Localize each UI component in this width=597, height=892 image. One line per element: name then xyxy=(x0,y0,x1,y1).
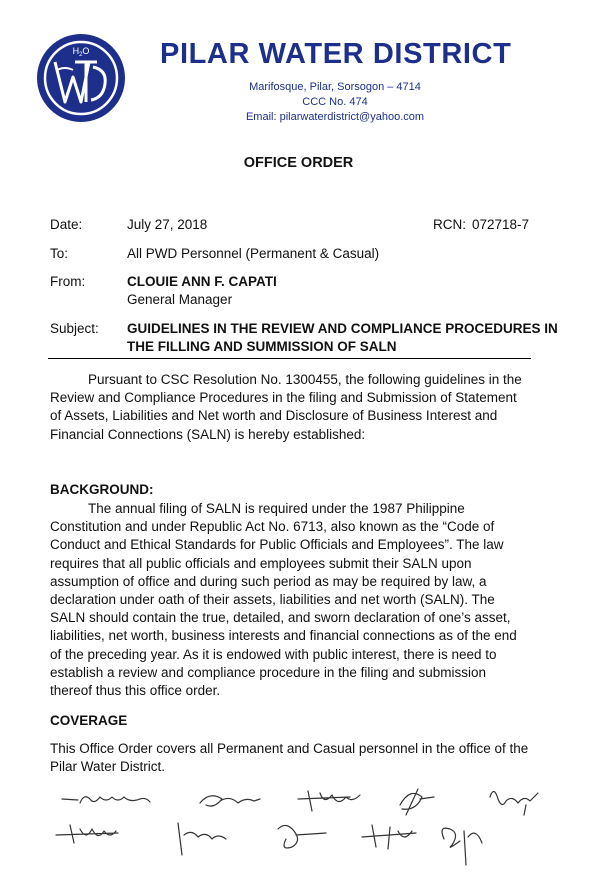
rcn-value: 072718-7 xyxy=(472,217,530,232)
from-label: From: xyxy=(50,274,86,289)
background-heading: BACKGROUND: xyxy=(50,482,154,497)
handwritten-signature-icon xyxy=(278,825,326,848)
handwritten-signature-icon xyxy=(178,823,226,855)
to-value: All PWD Personnel (Permanent & Casual) xyxy=(127,246,380,261)
intro-paragraph: Pursuant to CSC Resolution No. 1300455, the following guidelines in the Review and Compliance Procedures in the filing and Submission of Statement of Assets, Liabilities and Net worth and Disclosure of Business Interest and Financial Connections (SALN) is hereby established: xyxy=(50,372,522,442)
background-paragraph: The annual filing of SALN is required under the 1987 Philippine Constitution and under Republic Act No. 6713, also known as the “Code of Conduct and Ethical Standards for Public Officials and Employees”. The law requires that all public officials and employees submit their SALN upon assumption of office and during such period as may be required by law, a declaration under oath of their assets, liabilities and net worth (SALN). The SALN should contain the true, detailed, and sworn declaration of one’s asset, liabilities, net worth, business interests and financial connections as of the end of the preceding year. As it is endowed with public interest, there is need to establish a review and compliance procedure in the filing and submission thereof thus this office order. xyxy=(50,501,517,699)
coverage-heading: COVERAGE xyxy=(50,713,128,728)
pwd-seal-icon xyxy=(35,32,127,124)
handwritten-signature-icon xyxy=(200,796,260,806)
date-label: Date: xyxy=(50,217,83,232)
coverage-paragraph: This Office Order covers all Permanent and Casual personnel in the office of the Pilar Water District. xyxy=(50,741,529,775)
subject-label: Subject: xyxy=(50,321,99,336)
subject-line-1: GUIDELINES IN THE REVIEW AND COMPLIANCE PROCEDURES IN xyxy=(127,321,558,336)
handwritten-signature-icon xyxy=(362,825,416,849)
rcn-label: RCN: xyxy=(433,217,466,232)
org-address: Marifosque, Pilar, Sorsogon – 4714 xyxy=(249,81,421,93)
handwritten-signature-icon xyxy=(490,791,538,815)
from-position: General Manager xyxy=(127,292,233,307)
signature-block xyxy=(50,785,570,885)
date-value: July 27, 2018 xyxy=(127,217,208,232)
from-name: CLOUIE ANN F. CAPATI xyxy=(127,274,277,289)
document-title: OFFICE ORDER xyxy=(243,155,354,171)
handwritten-signature-icon xyxy=(56,825,118,843)
subject-line-2: THE FILLING AND SUMMISSION OF SALN xyxy=(127,339,397,354)
svg-text:H2O: $H_2O$ xyxy=(72,46,90,58)
to-label: To: xyxy=(50,246,69,261)
handwritten-signature-icon xyxy=(298,791,360,811)
org-email: Email: pilarwaterdistrict@yahoo.com xyxy=(245,111,425,123)
handwritten-signature-icon xyxy=(62,797,150,803)
header-divider xyxy=(48,358,531,359)
handwritten-signature-icon xyxy=(400,789,434,815)
org-name: PILAR WATER DISTRICT xyxy=(160,38,512,70)
handwritten-signature-icon xyxy=(442,828,482,865)
org-ccc: CCC No. 474 xyxy=(302,96,368,108)
